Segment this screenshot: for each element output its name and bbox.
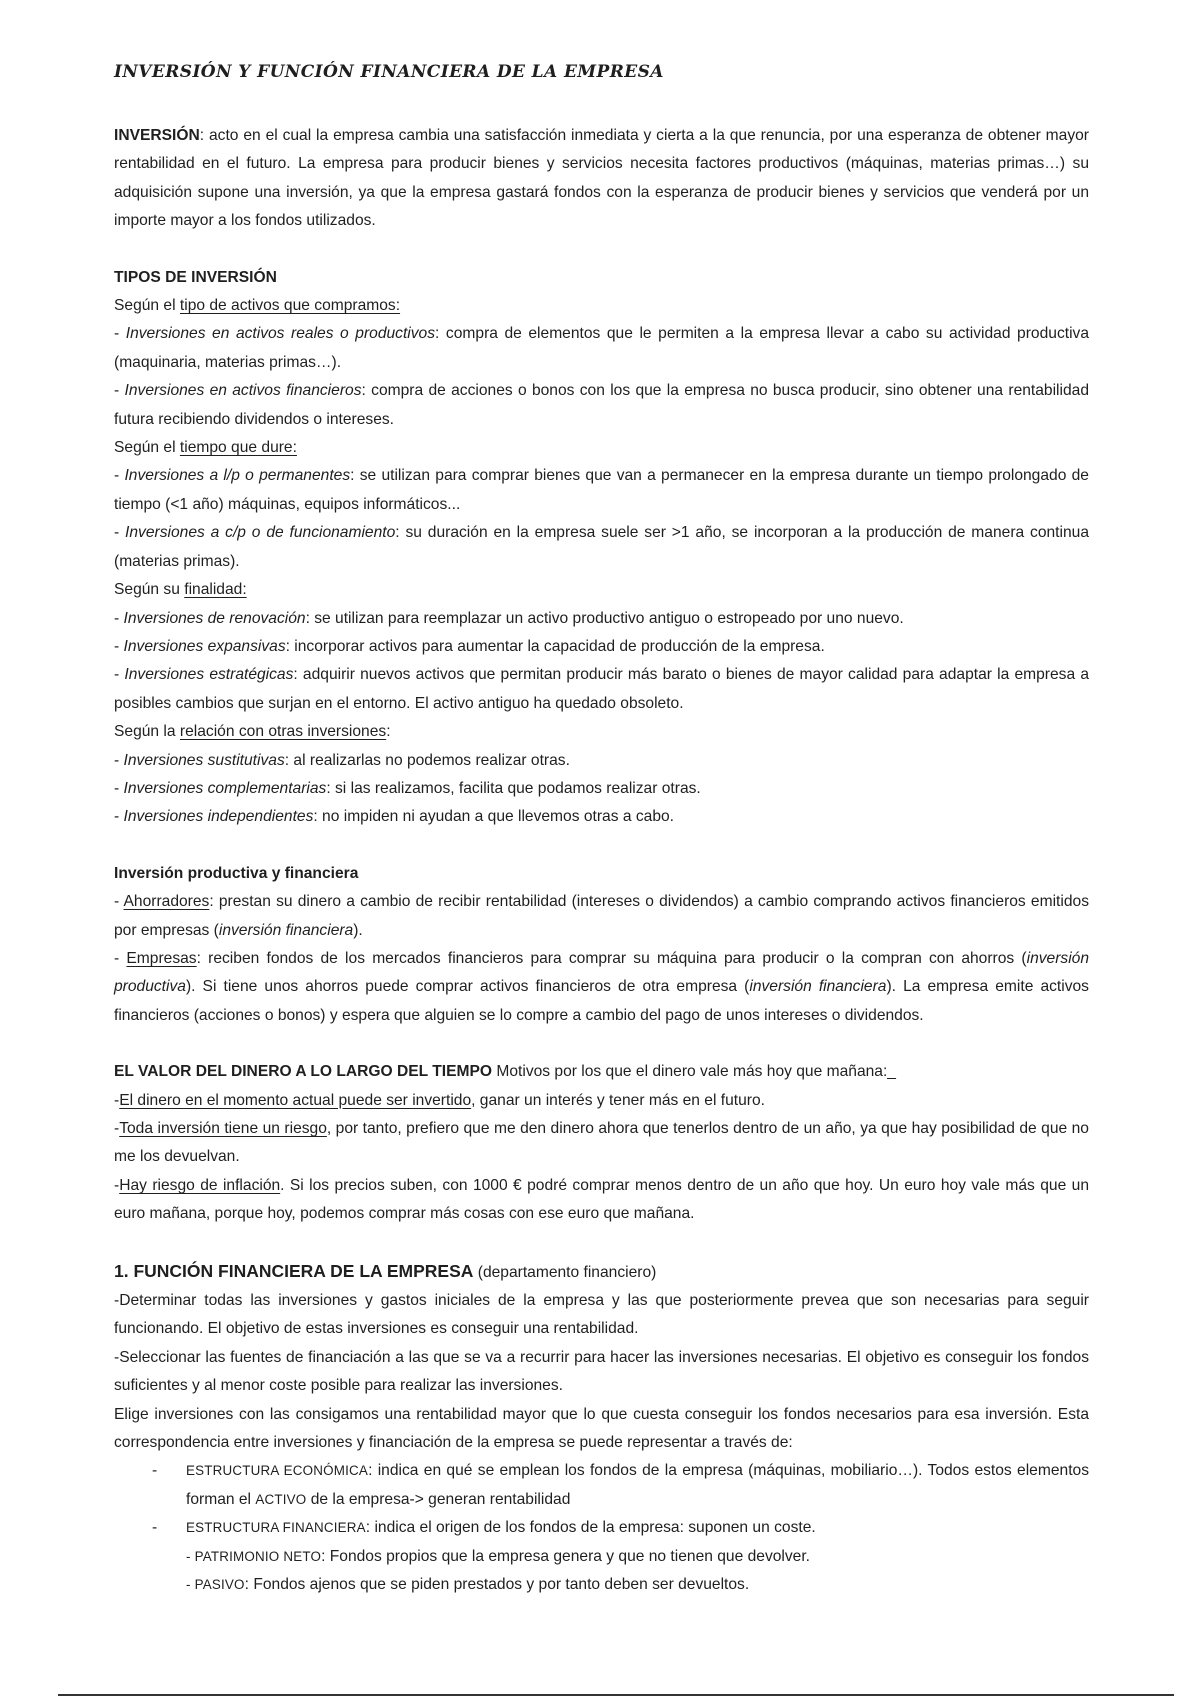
- item-text: de la empresa-> generan rentabilidad: [306, 1490, 571, 1508]
- emphasis: inversión financiera: [218, 921, 354, 939]
- document-page: [114, 52, 1089, 1600]
- document-title: INVERSIÓN Y FUNCIÓN FINANCIERA DE LA EMPRESA: [114, 62, 664, 82]
- list-item: - Inversiones a l/p o permanentes: se utilizan para comprar bienes que van a permanecer en la empresa durante un tiempo prolongado de tiempo (<1 año) máquinas, equipos informáticos...: [114, 467, 1089, 513]
- criterion-prefix: Según la: [114, 723, 180, 741]
- list-item: - Inversiones sustitutivas: al realizarlas no podemos realizar otras.: [114, 751, 570, 769]
- fin-label: ESTRUCTURA FINANCIERA: [186, 1520, 366, 1536]
- funcion-paragraph-2: -Seleccionar las fuentes de financiación a las que se va a recurrir para hacer las inversiones necesarias. El objetivo es conseguir los fondos suficientes y al menor coste posible para realizar las inversiones.: [114, 1348, 1089, 1395]
- emphasis: inversión financiera: [749, 978, 887, 996]
- finalidad-criterion: [114, 576, 1089, 604]
- tiempo-criterion: [114, 434, 1089, 462]
- item-term: Inversiones a c/p o de funcionamiento: [125, 524, 396, 542]
- list-item: - Inversiones estratégicas: adquirir nuevos activos que permitan producir más barato o bienes de mayor calidad para adaptar la empresa a posibles cambios que surjan en el entorno. El activo antiguo ha quedado obsoleto.: [114, 666, 1089, 712]
- list-item: -El dinero en el momento actual puede ser invertido, ganar un interés y tener más en el futuro.: [114, 1091, 765, 1109]
- item-text: : se utilizan para reemplazar un activo productivo antiguo o estropeado por uno nuevo.: [305, 609, 904, 627]
- item-text: . Si los precios suben, con 1000 € podré comprar menos dentro de un año que hoy. Un euro hoy vale más que un euro mañana, porque hoy, podemos comprar más cosas con ese euro que mañana.: [114, 1176, 1089, 1223]
- activos-criterion: [114, 292, 1089, 320]
- list-item: - Inversiones en activos financieros: compra de acciones o bonos con los que la empresa no busca producir, sino obtener una rentabilidad futura recibiendo dividendos o intereses.: [114, 382, 1090, 428]
- bullet-dash: -: [152, 1462, 158, 1480]
- item-label: Hay riesgo de inflación: [119, 1176, 281, 1194]
- item-term: Inversiones de renovación: [123, 609, 306, 627]
- list-item: - Inversiones en activos reales o productivos: compra de elementos que le permiten a la empresa llevar a cabo su actividad productiva (maquinaria, materias primas…).: [114, 325, 1090, 371]
- valor-heading-line: [114, 1058, 1089, 1086]
- item-text: : su duración en la empresa suele ser >1 año, se incorporan a la producción de manera continua (materias primas).: [114, 524, 1089, 570]
- paragraph-text: ).: [353, 921, 363, 939]
- list-item: - Inversiones de renovación: se utilizan para reemplazar un activo productivo antiguo o estropeado por uno nuevo.: [114, 609, 904, 627]
- tipos-heading-text: TIPOS DE INVERSIÓN: [114, 268, 277, 286]
- list-item: -Hay riesgo de inflación. Si los precios suben, con 1000 € podré comprar menos dentro de un año que hoy. Un euro hoy vale más que un euro mañana, porque hoy, podemos comprar más cosas con ese euro que mañana.: [114, 1176, 1089, 1223]
- criterion-prefix: Según el: [114, 297, 180, 315]
- item-term: Inversiones a l/p o permanentes: [124, 467, 351, 485]
- funcion-heading: 1. FUNCIÓN FINANCIERA DE LA EMPRESA: [114, 1260, 474, 1281]
- list-item: - Inversiones independientes: no impiden ni ayudan a que llevemos otras a cabo.: [114, 808, 675, 826]
- funcion-heading-note: (departamento financiero): [473, 1263, 657, 1281]
- list-item: -Toda inversión tiene un riesgo, por tanto, prefiero que me den dinero ahora que tenerlos dentro de un año, ya que hay posibilidad de que no me los devuelvan.: [114, 1120, 1089, 1166]
- paragraph-text: : prestan su dinero a cambio de recibir rentabilidad (intereses o dividendos) a cambio comprando activos financieros emitidos por empresas (: [114, 893, 1089, 939]
- criterion-label: relación con otras inversiones: [179, 723, 387, 741]
- funcion-paragraph-3: Elige inversiones con las consigamos una rentabilidad mayor que lo que cuesta conseguir los fondos necesarios para esa inversión. Esta correspondencia entre inversiones y financiación de la empresa se puede representar a través de:: [114, 1405, 1089, 1452]
- item-text: : si las realizamos, facilita que podamos realizar otras.: [326, 779, 701, 797]
- patrimonio-neto-line: [114, 1543, 1089, 1571]
- activo-label: ACTIVO: [255, 1491, 307, 1507]
- bullet-dash: -: [152, 1519, 158, 1537]
- item-text: : indica en qué se emplean los fondos de la empresa (máquinas, mobiliario…). Todos estos elementos forman el: [186, 1462, 1089, 1508]
- item-text: : indica el origen de los fondos de la empresa: suponen un coste.: [365, 1519, 816, 1537]
- pn-label: - PATRIMONIO NETO: [186, 1548, 322, 1564]
- ahorradores-paragraph: - Ahorradores: prestan su dinero a cambio de recibir rentabilidad (intereses o dividendos) a cambio comprando activos financieros emitidos por empresas (inversión financiera).: [114, 893, 1089, 939]
- valor-heading: EL VALOR DEL DINERO A LO LARGO DEL TIEMPO: [114, 1063, 493, 1081]
- item-text: : se utilizan para comprar bienes que van a permanecer en la empresa durante un tiempo prolongado de tiempo (<1 año) máquinas, equipos informáticos...: [114, 467, 1089, 513]
- item-term: Inversiones independientes: [123, 808, 314, 826]
- list-item: - Inversiones expansivas: incorporar activos para aumentar la capacidad de producción de la empresa.: [114, 637, 825, 655]
- item-term: Inversiones en activos financieros: [124, 382, 362, 400]
- funcion-paragraph-1: -Determinar todas las inversiones y gastos iniciales de la empresa y las que posteriormente prevea que son necesarias para seguir funcionando. El objetivo de estas inversiones es conseguir una rentabilidad.: [114, 1292, 1089, 1338]
- intro-paragraph: [114, 122, 1089, 236]
- criterion-label: finalidad:: [184, 581, 247, 599]
- list-item: - Inversiones complementarias: si las realizamos, facilita que podamos realizar otras.: [114, 779, 701, 797]
- funcion-heading-line: [114, 1257, 1089, 1287]
- relacion-criterion: [114, 718, 1089, 746]
- productiva-heading: [114, 860, 1089, 888]
- item-term: Inversiones estratégicas: [124, 666, 294, 684]
- empresas-label: Empresas: [126, 949, 197, 967]
- productiva-heading-text: Inversión productiva y financiera: [114, 864, 359, 882]
- eco-label: ESTRUCTURA ECONÓMICA: [186, 1463, 369, 1479]
- item-text: : Fondos propios que la empresa genera y que no tienen que devolver.: [321, 1547, 811, 1565]
- list-item: [114, 1514, 1089, 1542]
- empresas-paragraph: - Empresas: reciben fondos de los mercados financieros para comprar su máquina para producir o la compran con ahorros (inversión productiva). Si tiene unos ahorros puede comprar activos financieros de otra empresa (inversión financiera). La empresa emite activos financieros (acciones o bonos) y espera que alguien se lo compre a cambio del pago de unos intereses o dividendos.: [114, 949, 1090, 1024]
- item-label: El dinero en el momento actual puede ser invertido: [119, 1091, 472, 1109]
- item-text: : no impiden ni ayudan a que llevemos otras a cabo.: [313, 808, 675, 826]
- ahorradores-label: Ahorradores: [123, 893, 210, 911]
- criterion-label: tipo de activos que compramos:: [179, 297, 401, 315]
- intro-text: : acto en el cual la empresa cambia una satisfacción inmediata y cierta a la que renuncia, por una esperanza de obtener mayor rentabilidad en el futuro. La empresa para producir bienes y servicios necesita factores productivos (máquinas, materias primas…) su adquisición supone una inversión, ya que la empresa gastará fondos con la esperanza de producir bienes y servicios que venderá por un importe mayor a los fondos utilizados.: [114, 127, 1089, 230]
- item-term: Inversiones sustitutivas: [123, 751, 285, 769]
- list-item: - Inversiones a c/p o de funcionamiento: su duración en la empresa suele ser >1 año, se incorporan a la producción de manera continua (materias primas).: [114, 524, 1089, 570]
- intro-term: INVERSIÓN: [114, 127, 200, 144]
- item-text: : adquirir nuevos activos que permitan producir más barato o bienes de mayor calidad para adaptar la empresa a posibles cambios que surjan en el entorno. El activo antiguo ha quedado obsoleto.: [114, 666, 1089, 712]
- item-text: : incorporar activos para aumentar la capacidad de producción de la empresa.: [285, 637, 825, 655]
- item-term: Inversiones en activos reales o productivos: [125, 325, 436, 343]
- criterion-suffix: :: [386, 723, 391, 741]
- paragraph-text: : reciben fondos de los mercados financieros para comprar su máquina para producir o la compran con ahorros (: [196, 949, 1027, 967]
- paragraph-text: ). Si tiene unos ahorros puede comprar activos financieros de otra empresa (: [185, 978, 750, 996]
- item-term: Inversiones complementarias: [123, 779, 327, 797]
- footer-rule: [58, 1694, 1174, 1696]
- item-text: : compra de elementos que le permiten a la empresa llevar a cabo su actividad productiva (maquinaria, materias primas…).: [114, 325, 1090, 371]
- item-text: , ganar un interés y tener más en el futuro.: [471, 1091, 765, 1109]
- emphasis: inversión productiva: [114, 949, 1090, 996]
- item-text: , por tanto, prefiero que me den dinero ahora que tenerlos dentro de un año, ya que hay posibilidad de que no me los devuelvan.: [114, 1120, 1089, 1166]
- estructura-list: [114, 1457, 1089, 1542]
- item-text: : compra de acciones o bonos con los que la empresa no busca producir, sino obtener una rentabilidad futura recibiendo dividendos o intereses.: [114, 382, 1090, 428]
- list-item: [114, 1457, 1089, 1514]
- pasivo-line: [114, 1571, 1089, 1599]
- item-text: : Fondos ajenos que se piden prestados y por tanto deben ser devueltos.: [244, 1576, 750, 1594]
- valor-intro: Motivos por los que el dinero vale más hoy que mañana:_: [492, 1063, 896, 1081]
- item-text: : al realizarlas no podemos realizar otras.: [284, 751, 570, 769]
- criterion-label: tiempo que dure:: [179, 439, 297, 457]
- pasivo-label: - PASIVO: [186, 1577, 245, 1593]
- tipos-heading: [114, 264, 1089, 292]
- paragraph-text: ). La empresa emite activos financieros (acciones o bonos) y espera que alguien se lo compre a cambio del pago de unos intereses o dividendos.: [114, 978, 1089, 1024]
- item-label: Toda inversión tiene un riesgo: [119, 1120, 327, 1137]
- item-term: Inversiones expansivas: [123, 637, 286, 655]
- criterion-prefix: Según su: [114, 581, 185, 599]
- criterion-prefix: Según el: [114, 439, 180, 457]
